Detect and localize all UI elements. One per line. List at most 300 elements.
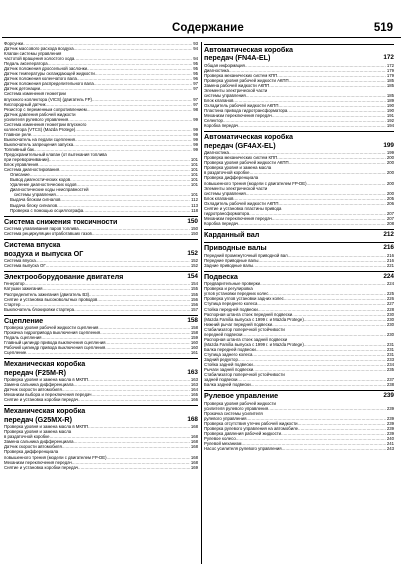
section-heading-text: Механическая коробка [4,406,86,416]
entry-title: Проверка рулевого управления на автомобиле [204,425,298,431]
entry-page-number: 243 [386,446,394,452]
entry-page-number: 156 [190,296,198,302]
entry-page-number: 230 [386,316,394,322]
entry-title: Система улавливания паров топлива [4,226,79,231]
dot-leader [78,397,190,402]
entry-title: Предохранительный клапан (от вытекания топлива [4,152,107,158]
dot-leader [88,424,190,429]
entry-title: Задние приводные валы [204,262,254,268]
entry-page-number: 168 [190,424,198,430]
entry-page-number: 97 [193,86,198,92]
entry-title: Рулевой механизм [204,441,242,447]
entry-title: Предварительные проверки [204,281,261,287]
entry-title: Задний редуктор [204,357,238,362]
entry-page-number: 207 [386,210,394,216]
entry-title: Блок клапанов [204,195,234,201]
entry-title: Клапан системы управления [4,51,62,57]
entry-page-number: 185 [386,83,394,88]
entry-title: Элементы электрической части [204,185,268,191]
toc-section [204,242,394,268]
entry-list [4,325,198,355]
entry-title: системы управления [204,190,246,196]
section-page-number: 212 [383,230,394,238]
entry-title: Удаление диагностических кодов [10,182,77,188]
entry-title: Проверка уровня и замена масла [4,429,72,435]
entry-page-number: 206 [386,200,394,206]
section-heading-text: Приводные валы [204,243,267,253]
toc-section [4,239,198,268]
entry-page-number: 200 [386,170,394,176]
entry-page-number: 179 [386,72,394,78]
entry-title: Топливный бак [4,146,34,152]
section-page-number: 239 [383,392,394,400]
toc-entry[interactable] [204,382,394,387]
toc-entry[interactable] [4,307,198,312]
entry-title: Ступица заднего колеса [204,351,253,357]
entry-title: задней подвески [204,377,238,383]
dot-leader [46,263,190,268]
toc-entry[interactable] [4,208,198,213]
entry-page-number: 234 [386,362,394,368]
toc-entry[interactable] [4,263,198,268]
section-heading-text: Механическая коробка [4,359,86,369]
section-heading[interactable] [4,240,198,258]
section-heading-text: Система снижения токсичности [4,216,118,226]
dot-leader [62,444,190,449]
entry-title: Блок управления [4,162,39,168]
entry-page-number: 98 [193,106,198,112]
entry-title: Выдача блоку сигналов [10,202,58,208]
section-heading[interactable] [4,406,198,424]
section-page-number: 216 [383,244,394,252]
toc-entry[interactable] [4,465,198,470]
entry-title: передней подвески [204,331,243,337]
dot-leader [260,281,386,286]
entry-title: Система диагностирования [4,167,60,173]
entry-title: Ступица переднего колеса [204,301,258,307]
entry-title: Педаль сцепления [4,335,42,341]
entry-page-number: 239 [386,425,394,431]
entry-title: Главный цилиндр привода выключения сцепления [4,340,106,346]
entry-page-number: 233 [386,357,394,362]
entry-page-number: 94 [193,56,198,62]
entry-page-number: 150 [190,226,198,231]
section-heading-text: передач (GF4AX-EL) [204,140,276,150]
entry-title: Рабочий цилиндр привода выключения сцепления [4,345,106,351]
entry-page-number: 200 [386,180,394,186]
entry-title: Проверка уровня рабочей жидкости АКПП [204,160,289,166]
entry-title: Датчик скорости автомобиля [4,387,62,393]
entry-title: Проверка с помощью осциллографа [10,207,84,213]
section-heading[interactable] [4,359,198,377]
dot-leader [83,208,190,213]
entry-list [204,401,394,451]
entry-title: Форсунки [4,41,23,46]
entry-title: Проверка дифференциала [4,449,59,455]
entry-title: Замена рабочей жидкости АКПП [204,83,270,88]
entry-title: Механизм переключения передач [204,215,272,221]
entry-title: Блок клапанов [204,98,234,104]
entry-page-number: 101 [190,172,198,178]
entry-title: Снятие и установка высоковольтных проводов [4,296,98,302]
entry-page-number: 101 [190,177,198,183]
entry-title: Система изменения геометрии впускного [4,121,87,127]
entry-page-number: 226 [386,296,394,302]
section-heading-text: Автоматическая коробка [204,132,293,142]
entry-title: Проверка уровня и замена масла в МКПП [4,377,89,383]
entry-page-number: 163 [190,382,198,388]
toc-section [204,229,394,239]
entry-page-number: 185 [386,77,394,83]
entry-title: Насос усилителя рулевого управления [204,446,282,452]
entry-title: Замена сальника дифференциала [4,439,74,445]
section-page-number: 224 [383,272,394,280]
entry-page-number: 95 [193,71,198,77]
dot-leader [268,406,386,411]
entry-page-number: 113 [191,202,198,208]
entry-title: Распорная штанга стоек передней подвески [204,311,293,317]
dot-leader [87,107,193,112]
entry-title: Рычаги задней подвески [204,367,254,373]
section-heading[interactable] [4,316,198,325]
entry-title: Выключатель блокировки стартера [4,306,75,312]
entry-title: Прокачка системы усилителя [204,410,263,416]
entry-page-number: 99 [193,131,198,137]
entry-page-number: 231 [386,351,394,357]
toc-section [204,131,394,226]
entry-title: Выдача блоком сигналов [10,197,61,203]
entry-page-number: 165 [190,392,198,398]
entry-page-number: 185 [386,93,394,99]
entry-title: Система впуска [4,257,36,263]
entry-title: в раздаточной коробке [4,434,50,440]
entry-title: гидротрансформатора [204,210,250,216]
entry-title: Система рециркуляции отработавших газов [4,231,92,237]
section-heading-text: Карданный вал [204,229,260,239]
entry-page-number: 239 [386,405,394,411]
entry-page-number: 101 [190,157,198,163]
entry-title: Передние приводные валы [204,257,259,263]
entry-page-number: 150 [190,231,198,237]
entry-list [204,281,394,387]
entry-page-number: 155 [190,291,198,297]
entry-title: Система изменения геометрии [4,91,66,97]
entry-page-number: 99 [193,126,198,132]
entry-title: усилителя рулевого управления [204,405,269,411]
entry-page-number: 239 [386,420,394,426]
entry-title: Балка задней подвески [204,382,251,388]
entry-title: Стойка задней подвески [204,362,253,368]
section-page-number: 168 [187,415,198,423]
dot-leader [74,46,193,51]
section-heading[interactable] [4,272,198,281]
entry-page-number: 241 [386,441,394,447]
entry-title: повышенного трения (модели с двигателем FP-DE) [204,180,307,186]
entry-title: Датчик детонации [4,86,40,92]
entry-title: Снятие и установка коробки передач [4,397,78,403]
entry-page-number: 101 [190,192,198,198]
section-heading-text: Сцепление [4,315,44,325]
entry-title: Проверка уровня рабочей жидкости сцепления [4,325,99,331]
entry-title: Прокачка гидропривода выключения сцепления [4,330,101,336]
dot-leader [282,446,386,451]
entry-title: Выключатель на педали сцепления [4,136,76,142]
entry-title: Общая информация [204,62,245,68]
entry-page-number: 230 [386,311,394,317]
entry-page-number: 200 [386,160,394,166]
entry-title: в раздаточной коробке [204,170,250,176]
toc-entry[interactable] [204,446,394,451]
entry-page-number: 168 [190,439,198,445]
entry-page-number: 97 [193,96,198,102]
entry-page-number: 156 [190,301,198,307]
section-page-number: 150 [187,217,198,225]
entry-page-number: 159 [190,335,198,341]
dot-leader [68,117,192,122]
entry-title: частотой вращения холостого хода [4,56,75,62]
entry-page-number: 157 [190,306,198,312]
entry-page-number: 164 [190,387,198,393]
entry-page-number: 97 [193,81,198,87]
section-heading[interactable] [204,243,394,252]
entry-page-number: 199 [386,150,394,156]
section-heading[interactable] [204,272,394,281]
entry-title: Пластина привода гидротрансформатора [204,108,288,114]
entry-title: Коробка передач [204,123,239,129]
entry-page-number: 200 [386,190,394,196]
entry-page-number: 216 [386,257,394,263]
entry-page-number: 101 [190,167,198,173]
section-heading-text: Система впуска [4,240,61,250]
entry-page-number: 179 [386,67,394,73]
entry-title: Проверка углов установки задних колес [204,296,284,302]
entry-page-number: 205 [386,195,394,201]
dot-leader [269,83,385,88]
entry-title: Коробка передач [204,220,239,226]
entry-title: Проверка давления рабочей жидкости [204,430,282,436]
entry-title: Балка передней подвески [204,346,256,352]
entry-title: Стартер [4,301,21,307]
entry-page-number: 158 [190,330,198,336]
entry-title: Датчик температуры охлаждающей жидкости [4,71,95,77]
entry-list [4,258,198,268]
entry-title: Элементы электрической части [204,88,268,94]
entry-title: Передний промежуточный приводной вал [204,252,288,258]
entry-page-number: 99 [193,136,198,142]
entry-title: коллектора (VTCS) (Mazda Protege) [4,126,76,132]
entry-page-number: 231 [386,341,394,347]
toc-section [204,271,394,387]
entry-title: повышенного трения (модели с двигателем FP-DE) [4,454,107,460]
entry-page-number: 99 [193,141,198,147]
entry-title: Генератор [4,281,25,287]
toc-entry[interactable] [204,123,394,128]
dot-leader [307,181,386,186]
entry-page-number: 152 [190,262,198,268]
entry-list [4,281,198,311]
entry-page-number: 190 [386,103,394,109]
entry-page-number: 168 [190,444,198,450]
entry-title: Проверка механических систем КПП [204,155,278,161]
page-header [0,0,403,40]
section-heading[interactable] [204,45,394,63]
entry-page-number: 168 [190,459,198,465]
entry-page-number: 95 [193,61,198,67]
entry-page-number: 190 [386,108,394,114]
page-title: Содержание [172,22,244,34]
entry-page-number: 227 [386,301,394,307]
toc-section [4,41,198,213]
section-heading-text: воздуха и выпуска ОГ [4,248,84,258]
entry-page-number: 168 [190,434,198,440]
entry-page-number: 208 [386,220,394,226]
entry-title: Механизм переключения передач [4,459,72,465]
entry-page-number: 168 [190,454,198,460]
entry-title: Датчик массового расхода воздуха [4,46,74,52]
dot-leader [92,231,190,236]
entry-title: Проверка отсутствия утечек рабочей жидкости [204,420,298,426]
toc-section [4,271,198,312]
section-heading-text: Подвеска [204,271,238,281]
entry-title: Вывод диагностических кодов [10,177,71,183]
section-page-number: 152 [187,249,198,257]
entry-page-number: 160 [190,340,198,346]
dot-leader [26,350,190,355]
entry-page-number: 160 [190,345,198,351]
entry-page-number: 158 [190,325,198,331]
entry-title: Диагностика [204,150,229,156]
column-divider [201,42,202,564]
page-number: 519 [373,22,393,34]
entry-page-number: 238 [386,382,394,388]
entry-list [204,63,394,129]
entry-page-number: 155 [190,286,198,292]
entry-title: Проверка и регулировка [204,286,253,292]
entry-list [4,424,198,469]
toc-entry[interactable] [4,350,198,355]
toc-section [4,216,198,237]
entry-title: Стойка передней подвески [204,306,258,312]
entry-page-number: 189 [386,98,394,104]
entry-title: Сцепление [4,350,27,356]
section-heading[interactable] [204,230,394,239]
dot-leader [74,307,190,312]
entry-page-number: 95 [193,66,198,72]
entry-title: (Mazda Familia выпуска с 1999 г. и Mazda Protege) [204,341,304,347]
entry-title: Стабилизатор поперечной устойчивости [204,326,285,332]
entry-title: системы управления [14,192,56,198]
entry-page-number: 239 [386,415,394,421]
entry-title: впускного коллектора (VICS) (двигатель FP) [4,96,92,102]
entry-title: (Mazda Familia выпуска с 1999 г. и Mazda Protege) [204,316,304,322]
dot-leader [272,322,386,327]
dot-leader [238,221,386,226]
entry-title: Проверка уровня и замена масла в МКПП [4,424,89,430]
entry-title: Распределитель зажигания (двигатель B3) [4,291,90,297]
entry-title: Проверка механических систем КПП [204,72,278,78]
entry-title: Проверка уровня рабочей жидкости АКПП [204,77,289,83]
entry-page-number: 216 [386,252,394,258]
entry-title: Описание [10,172,30,178]
entry-title: Снятие и установка пластины привода [204,205,282,211]
entry-page-number: 161 [190,350,198,356]
dot-leader [251,382,386,387]
toc-entry[interactable] [4,397,198,402]
dot-leader [278,201,385,206]
entry-page-number: 240 [386,436,394,442]
section-heading-text: Электрооборудование двигателя [4,272,124,281]
entry-page-number: 97 [193,101,198,107]
entry-title: Датчик скорости автомобиля [4,444,62,450]
entry-title: Рулевое колесо [204,436,236,442]
entry-page-number: 101 [190,182,198,188]
entry-title: Снятие и установка коробки передач [4,464,78,470]
entry-title: Проверка уровня и замена масла [204,165,272,171]
entry-page-number: 194 [386,123,394,129]
entry-page-number: 118 [191,207,198,213]
toc-section [4,358,198,402]
entry-page-number: 239 [386,430,394,436]
section-heading[interactable] [204,132,394,150]
entry-list [4,226,198,236]
entry-page-number: 235 [386,367,394,373]
entry-title: Стабилизатор поперечной устойчивости [204,372,285,378]
entry-title: Катушки зажигания [4,286,43,292]
entry-title: Охладитель рабочей жидкости АКПП [204,200,279,206]
entry-title: Педаль акселератора [4,61,48,67]
dot-leader [238,123,386,128]
entry-title: Распорная штанга стоек задней подвески [204,336,288,342]
entry-page-number: 96 [193,76,198,82]
dot-leader [77,182,190,187]
entry-page-number: 112 [191,197,198,203]
entry-page-number: 154 [190,281,198,287]
entry-title: Диагностические коды неисправностей [10,187,89,193]
toc-entry[interactable] [204,263,394,268]
entry-page-number: 169 [190,464,198,470]
toc-entry[interactable] [204,221,394,226]
section-page-number: 199 [383,141,394,149]
entry-page-number: 230 [386,321,394,327]
entry-title: Резистор с переменным сопротивлением [4,106,87,112]
entry-page-number: 191 [386,113,394,119]
entry-title: Датчик положения дроссельной заслонки [4,66,88,72]
entry-page-number: 231 [386,346,394,352]
entry-title: Проверка уровня рабочей жидкости [204,400,276,406]
entry-title: углов установки передних колес [204,291,269,297]
entry-page-number: 163 [190,377,198,383]
dot-leader [253,263,386,268]
entry-title: Главное реле [4,131,32,137]
entry-page-number: 93 [193,41,198,46]
entry-title: Селектор [204,118,223,124]
header-rule [2,37,401,38]
entry-title: Кислородный датчик [4,101,46,107]
entry-title: Датчик положения коленчатого вала [4,76,77,82]
section-heading[interactable] [4,217,198,226]
dot-leader [289,160,386,165]
entry-page-number: 99 [193,116,198,122]
entry-title: Механизм выбора и переключения передач [4,392,92,398]
entry-page-number: 237 [386,377,394,383]
dot-leader [78,465,190,470]
section-heading[interactable] [204,391,394,400]
toc-entry[interactable] [4,231,198,236]
entry-title: системы управления [204,93,246,99]
toc-section [204,390,394,451]
entry-list [204,150,394,226]
entry-title: Нижний рычаг передней подвески [204,321,273,327]
